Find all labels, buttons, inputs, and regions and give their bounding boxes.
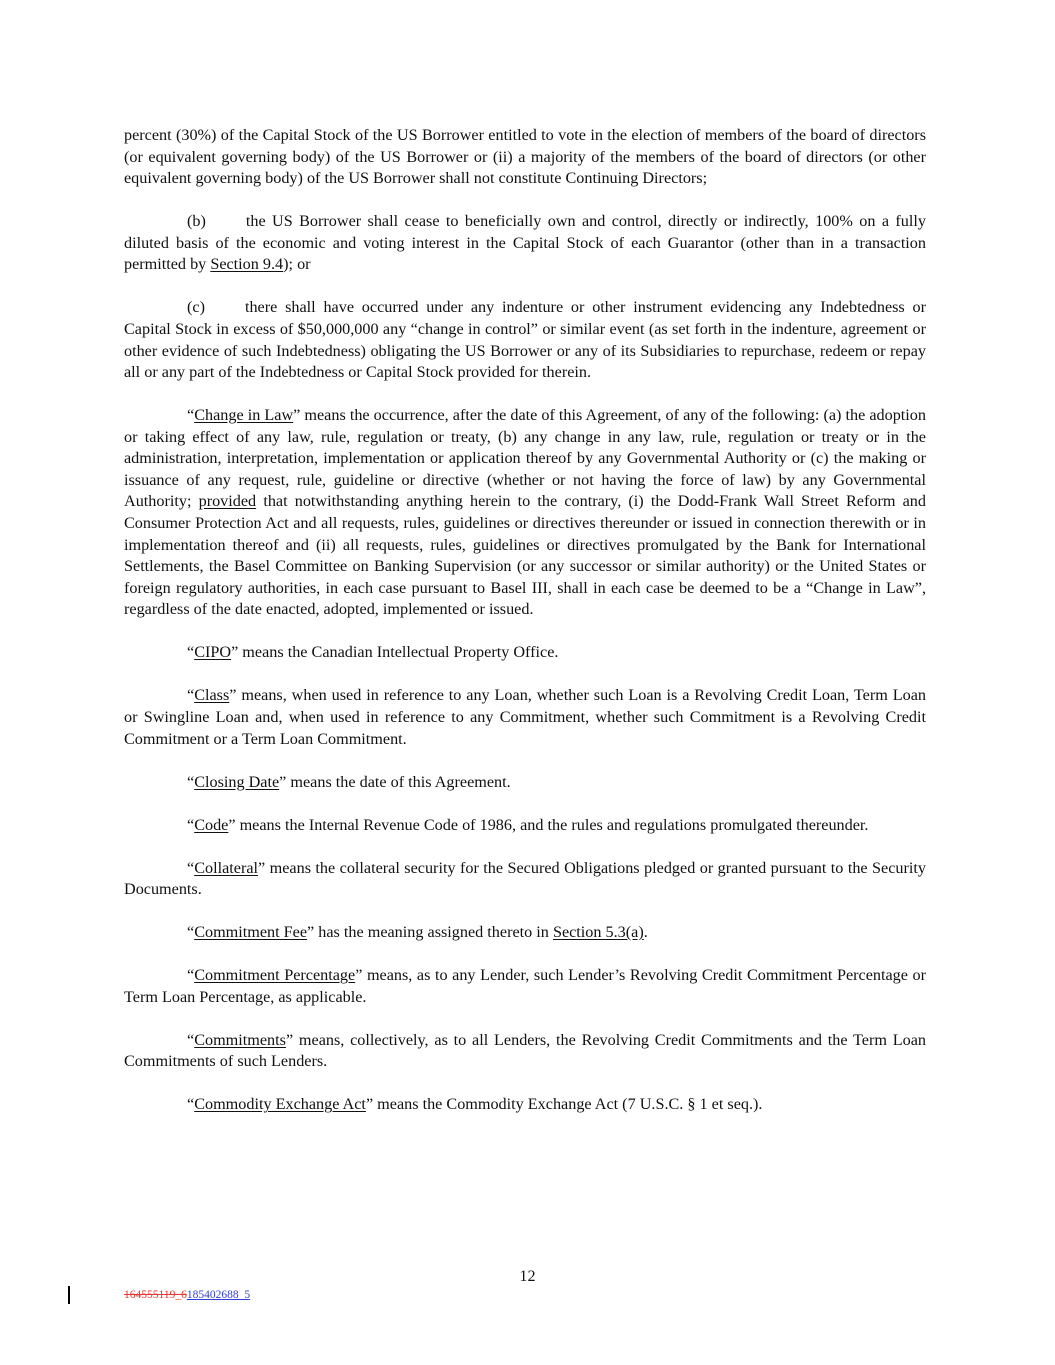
paragraph-text: percent (30%) of the Capital Stock of the US Borrower entitled to vote in the election of members of the board of directors (or equivalent governing body) of the US Borrower or (ii) a majority of the members of the board of directors (or other equivalent governing body) of the US Borrower shall not constitute Continuing Directors;: [124, 126, 926, 188]
open-quote: “: [187, 1095, 195, 1114]
defined-term: Change in Law: [194, 406, 294, 425]
definition-text-end: .: [643, 923, 648, 942]
definition-text: ” means the collateral security for the Secured Obligations pledged or granted pursuant to the Security Documents.: [124, 858, 926, 899]
document-id-footer: [124, 1289, 250, 1301]
open-quote: “: [187, 1030, 195, 1049]
definition-code: [124, 815, 926, 837]
definition-commodity-exchange-act: [124, 1094, 926, 1116]
defined-term: Commitment Fee: [194, 923, 308, 942]
definition-collateral: [124, 858, 926, 901]
clause-label: (b): [187, 212, 206, 231]
definition-text-cont: that notwithstanding anything herein to the contrary, (i) the Dodd-Frank Wall Street Reform and Consumer Protection Act and all requests, rules, guidelines or directives thereunder or issued in connection therewith or in implementation thereof and (ii) all requests, rules, guidelines or directives promulgated by the Bank for International Settlements, the Basel Committee on Banking Supervision (or any successor or similar authority) or the United States or foreign regulatory authorities, in each case pursuant to Basel III, shall in each case be deemed to be a “Change in Law”, regardless of the date enacted, adopted, implemented or issued.: [124, 492, 926, 619]
open-quote: “: [187, 815, 195, 834]
definition-text: ” means, collectively, as to all Lenders, the Revolving Credit Commitments and the Term Loan Commitments of such Lenders.: [124, 1030, 926, 1071]
definition-commitments: [124, 1030, 926, 1073]
revision-change-bar: [68, 1286, 70, 1304]
defined-term: Closing Date: [194, 772, 280, 791]
definition-text: ” means, as to any Lender, such Lender’s Revolving Credit Commitment Percentage or Term Loan Percentage, as applicable.: [124, 966, 927, 1006]
definition-commitment-percentage: [124, 965, 926, 1008]
definition-change-in-law: [124, 405, 926, 621]
definition-class: [124, 685, 926, 750]
section-reference-link[interactable]: Section 9.4: [210, 255, 284, 274]
definition-text: ” has the meaning assigned thereto in: [307, 923, 553, 942]
defined-term: Class: [194, 686, 230, 705]
definition-cipo: [124, 642, 926, 664]
open-quote: “: [187, 772, 195, 791]
open-quote: “: [187, 858, 195, 877]
clause-label: (c): [187, 298, 205, 317]
clause-text: there shall have occurred under any indenture or other instrument evidencing any Indebtedness or Capital Stock in excess of $50,000,000 any “change in control” or similar event (as set forth in the indenture, agreement or other evidence of such Indebtedness) obligating the US Borrower or any of its Subsidiaries to repurchase, redeem or repay all or any part of the Indebtedness or Capital Stock provided for therein.: [124, 298, 926, 382]
definition-text: ” means, when used in reference to any Loan, whether such Loan is a Revolving Credit Loan, Term Loan or Swingline Loan and, when used in reference to any Commitment, whether such Commitment is a Revolving Credit Commitment or a Term Loan Commitment.: [124, 686, 926, 748]
defined-term: CIPO: [194, 643, 232, 662]
defined-term: Commodity Exchange Act: [194, 1095, 366, 1114]
open-quote: “: [187, 923, 195, 942]
proviso-term: provided: [198, 492, 257, 511]
definition-text: ” means the Commodity Exchange Act (7 U.S.C. § 1 et seq.).: [365, 1095, 763, 1114]
open-quote: “: [187, 406, 195, 425]
definition-text: ” means the date of this Agreement.: [279, 772, 511, 791]
deleted-document-id: 164555119_6: [124, 1289, 187, 1301]
clause-text-end: ); or: [283, 255, 311, 274]
defined-term: Collateral: [194, 858, 259, 877]
definition-commitment-fee: [124, 922, 926, 944]
defined-term: Commitments: [194, 1030, 286, 1049]
definition-text: ” means the Internal Revenue Code of 1986, and the rules and regulations promulgated thereunder.: [228, 815, 869, 834]
defined-term: Code: [194, 815, 229, 834]
clause-b: [124, 211, 926, 276]
paragraph-continuing-directors: [124, 125, 926, 190]
clause-c: [124, 297, 926, 383]
definition-text: ” means the occurrence, after the date of this Agreement, of any of the following: (a) the adoption or taking effect of any law, rule, regulation or treaty, (b) any change in any law, rule, regulation or treaty or in the administration, interpretation, implementation or application thereof by any Governmental Authority or (c) the making or issuance of any request, rule, guideline or directive (whether or not having the force of law) by any Governmental Authority;: [124, 406, 926, 511]
open-quote: “: [187, 686, 195, 705]
page-number: 12: [519, 1267, 536, 1285]
defined-term: Commitment Percentage: [194, 966, 356, 985]
section-reference-link[interactable]: Section 5.3(a): [552, 923, 644, 942]
inserted-document-id: 185402688_5: [186, 1289, 251, 1301]
open-quote: “: [187, 966, 195, 985]
definition-text: ” means the Canadian Intellectual Property Office.: [231, 643, 559, 662]
document-body: [124, 125, 926, 1137]
open-quote: “: [187, 643, 195, 662]
clause-text: the US Borrower shall cease to beneficially own and control, directly or indirectly, 100% on a fully diluted basis of the economic and voting interest in the Capital Stock of each Guarantor (other than in a transaction permitted by: [124, 212, 926, 274]
definition-closing-date: [124, 772, 926, 794]
